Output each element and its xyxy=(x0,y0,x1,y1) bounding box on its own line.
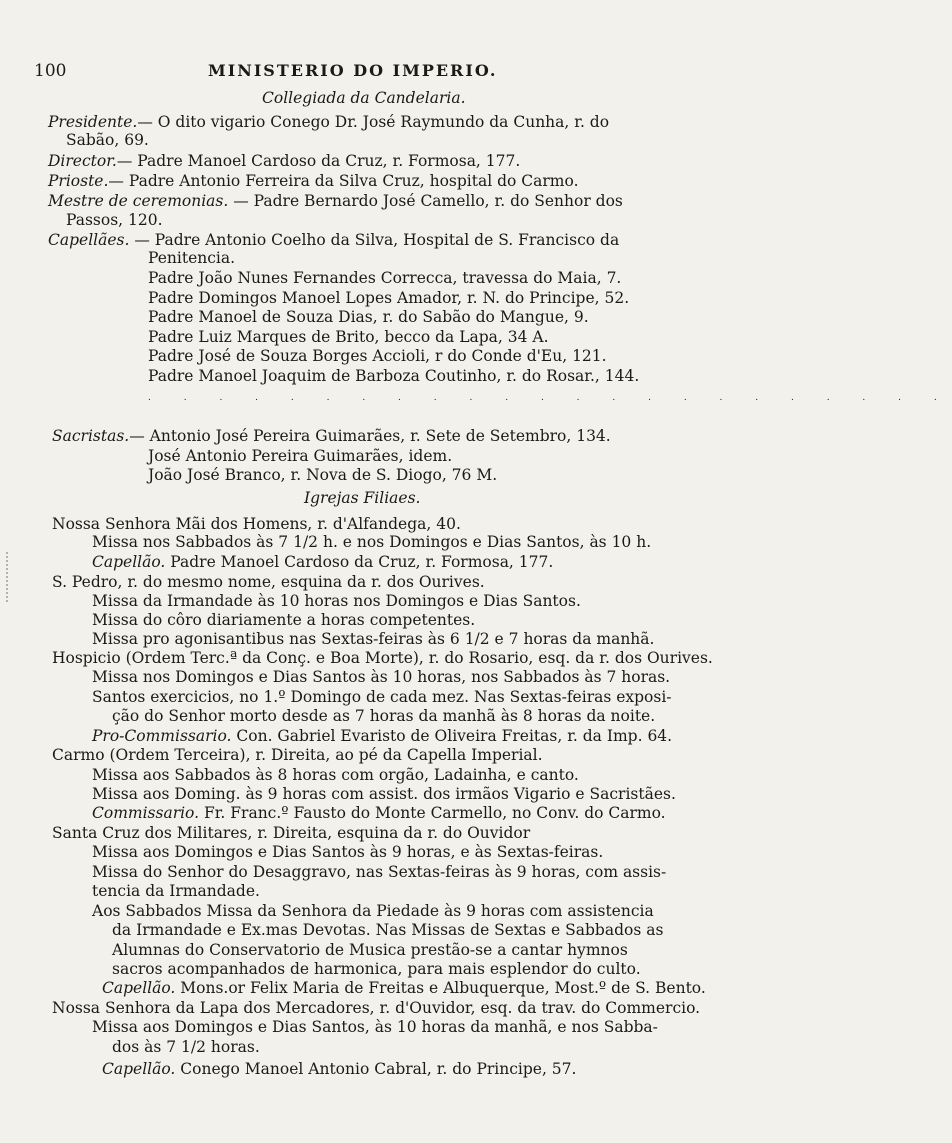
mass-times xyxy=(112,921,663,939)
line-text: dos às 7 1/2 horas. xyxy=(112,1038,260,1056)
church-title xyxy=(52,746,543,764)
director-text: — Padre Manoel Cardoso da Cruz, r. Formosa, 177. xyxy=(116,152,521,170)
line-text: Missa do côro diariamente a horas competentes. xyxy=(92,611,476,629)
capellao-item: Padre João Nunes Fernandes Correcca, travessa do Maia, 7. xyxy=(148,269,622,287)
capellao-item: Padre José de Souza Borges Accioli, r do Conde d'Eu, 121. xyxy=(148,347,607,365)
line-text: Nossa Senhora da Lapa dos Mercadores, r. d'Ouvidor, esq. da trav. do Commercio. xyxy=(52,999,701,1017)
role-label: Capellão. xyxy=(102,979,176,997)
role-label: Capellão. xyxy=(102,1060,176,1078)
line-text: Missa nos Domingos e Dias Santos às 10 horas, nos Sabbados às 7 horas. xyxy=(92,668,671,686)
line-text: S. Pedro, r. do mesmo nome, esquina da r. dos Ourives. xyxy=(52,573,485,591)
line-text: Aos Sabbados Missa da Senhora da Piedade às 9 horas com assistencia xyxy=(92,902,654,920)
mass-times xyxy=(112,1038,260,1056)
line-text: Santos exercicios, no 1.º Domingo de cada mez. Nas Sextas-feiras exposi- xyxy=(92,688,672,706)
church-title xyxy=(52,573,485,591)
role-label: Pro-Commissario. xyxy=(92,727,232,745)
mass-times xyxy=(92,843,603,861)
role-label: Capellão. xyxy=(92,553,166,571)
mass-times xyxy=(92,611,475,629)
capellaes-entry xyxy=(48,231,619,249)
line-text: da Irmandade e Ex.mas Devotas. Nas Missas de Sextas e Sabbados as xyxy=(112,921,664,939)
chaplain-entry xyxy=(92,553,553,571)
mass-times xyxy=(92,902,654,920)
dotted-leader: . . . . . . . . . . . . . . . . . . . . . . . xyxy=(148,393,952,403)
mestre-cont: Passos, 120. xyxy=(66,211,163,229)
line-text: Conego Manoel Antonio Cabral, r. do Principe, 57. xyxy=(175,1060,577,1078)
line-text: ção do Senhor morto desde as 7 horas da manhã às 8 horas da noite. xyxy=(112,707,656,725)
sacristas-entry xyxy=(52,427,611,445)
page-header-title: MINISTERIO DO IMPERIO. xyxy=(208,61,498,80)
presidente-label: Presidente. xyxy=(48,113,138,131)
prioste-text: — Padre Antonio Ferreira da Silva Cruz, hospital do Carmo. xyxy=(108,172,579,190)
prioste-entry xyxy=(48,172,579,190)
capellao-item: Padre Domingos Manoel Lopes Amador, r. N. do Principe, 52. xyxy=(148,289,630,307)
mestre-label: Mestre de ceremonias. xyxy=(48,192,229,210)
mestre-text: — Padre Bernardo José Camello, r. do Senhor dos xyxy=(228,192,623,210)
presidente-cont: Sabão, 69. xyxy=(66,131,149,149)
church-title xyxy=(52,999,700,1017)
mass-times xyxy=(92,688,672,706)
role-label: Commissario. xyxy=(92,804,200,822)
line-text: Missa aos Sabbados às 8 horas com orgão, Ladainha, e canto. xyxy=(92,766,579,784)
line-text: Hospicio (Ordem Terc.ª da Conç. e Boa Morte), r. do Rosario, esq. da r. dos Ourives. xyxy=(52,649,713,667)
sacristas-text: — Antonio José Pereira Guimarães, r. Sete de Setembro, 134. xyxy=(129,427,611,445)
director-entry xyxy=(48,152,520,170)
line-text: Nossa Senhora Mãi dos Homens, r. d'Alfandega, 40. xyxy=(52,515,461,533)
line-text: Carmo (Ordem Terceira), r. Direita, ao pé da Capella Imperial. xyxy=(52,746,543,764)
mass-times xyxy=(92,533,651,551)
commissary-entry xyxy=(92,804,666,822)
presidente-entry xyxy=(48,113,609,131)
chaplain-entry xyxy=(102,979,706,997)
line-text: sacros acompanhados de harmonica, para mais esplendor do culto. xyxy=(112,960,641,978)
mass-times xyxy=(92,785,676,803)
sacrista-item: João José Branco, r. Nova de S. Diogo, 76 M. xyxy=(148,466,498,484)
mass-times xyxy=(92,1018,658,1036)
section-title-filiaes: Igrejas Filiaes. xyxy=(304,489,421,507)
mass-times xyxy=(112,960,641,978)
capellao-item: Padre Manoel de Souza Dias, r. do Sabão do Mangue, 9. xyxy=(148,308,589,326)
line-text: tencia da Irmandade. xyxy=(92,882,260,900)
line-text: Missa da Irmandade às 10 horas nos Domingos e Dias Santos. xyxy=(92,592,581,610)
capellao-item: Padre Luiz Marques de Brito, becco da Lapa, 34 A. xyxy=(148,328,549,346)
page-number: 100 xyxy=(34,61,67,81)
church-title xyxy=(52,649,713,667)
line-text: Missa aos Domingos e Dias Santos, às 10 horas da manhã, e nos Sabba- xyxy=(92,1018,658,1036)
section-title-candelaria: Collegiada da Candelaria. xyxy=(262,89,466,107)
line-text: Con. Gabriel Evaristo de Oliveira Freitas, r. da Imp. 64. xyxy=(231,727,673,745)
line-text: Santa Cruz dos Militares, r. Direita, esquina da r. do Ouvidor xyxy=(52,824,531,842)
commissary-entry xyxy=(92,727,672,745)
line-text: Missa aos Domingos e Dias Santos às 9 horas, e às Sextas-feiras. xyxy=(92,843,604,861)
chaplain-entry xyxy=(102,1060,576,1078)
margin-stain xyxy=(6,552,36,602)
prioste-label: Prioste. xyxy=(48,172,109,190)
presidente-text: — O dito vigario Conego Dr. José Raymundo da Cunha, r. do xyxy=(137,113,610,131)
mass-times xyxy=(92,766,579,784)
mass-times xyxy=(112,941,628,959)
mass-times xyxy=(112,707,655,725)
mass-times xyxy=(92,592,581,610)
capellaes-label: Capellães. xyxy=(48,231,130,249)
sacrista-item: José Antonio Pereira Guimarães, idem. xyxy=(148,447,453,465)
mass-times xyxy=(92,882,260,900)
mass-times xyxy=(92,630,654,648)
line-text: Mons.or Felix Maria de Freitas e Albuquerque, Most.º de S. Bento. xyxy=(175,979,706,997)
mestre-entry xyxy=(48,192,623,210)
capellaes-text: — Padre Antonio Coelho da Silva, Hospital de S. Francisco da xyxy=(129,231,620,249)
line-text: Padre Manoel Cardoso da Cruz, r. Formosa, 177. xyxy=(165,553,554,571)
director-label: Director. xyxy=(48,152,117,170)
capellaes-cont: Penitencia. xyxy=(148,249,236,267)
mass-times xyxy=(92,863,666,881)
sacristas-label: Sacristas. xyxy=(52,427,130,445)
church-title xyxy=(52,824,530,842)
line-text: Missa aos Doming. às 9 horas com assist. dos irmãos Vigario e Sacristães. xyxy=(92,785,676,803)
line-text: Missa pro agonisantibus nas Sextas-feiras às 6 1/2 e 7 horas da manhã. xyxy=(92,630,655,648)
line-text: Missa nos Sabbados às 7 1/2 h. e nos Domingos e Dias Santos, às 10 h. xyxy=(92,533,652,551)
line-text: Alumnas do Conservatorio de Musica prestão-se a cantar hymnos xyxy=(112,941,628,959)
capellao-item: Padre Manoel Joaquim de Barboza Coutinho, r. do Rosar., 144. xyxy=(148,367,640,385)
mass-times xyxy=(92,668,670,686)
line-text: Fr. Franc.º Fausto do Monte Carmello, no Conv. do Carmo. xyxy=(199,804,666,822)
line-text: Missa do Senhor do Desaggravo, nas Sextas-feiras às 9 horas, com assis- xyxy=(92,863,667,881)
church-title xyxy=(52,515,461,533)
